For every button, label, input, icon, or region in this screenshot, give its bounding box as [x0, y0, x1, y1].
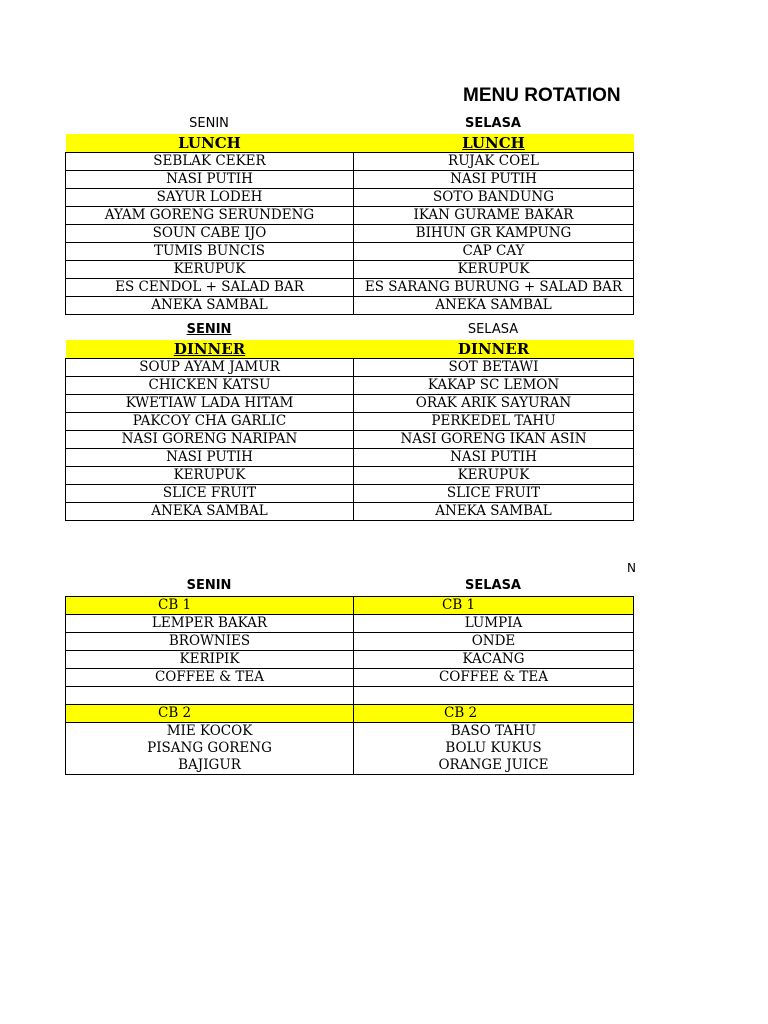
menu-item-right: ES SARANG BURUNG + SALAD BAR [354, 279, 634, 297]
menu-item-right: ORAK ARIK SAYURAN [354, 395, 634, 413]
lunch-row [66, 207, 634, 225]
lunch-row [66, 243, 634, 261]
dinner-day-left: SENIN [186, 322, 232, 337]
dinner-row [66, 359, 634, 377]
page-title: MENU ROTATION [463, 85, 621, 106]
cb1-header-row [66, 597, 634, 615]
menu-item-left: NASI PUTIH [66, 171, 354, 189]
menu-item-left: PAKCOY CHA GARLIC [66, 413, 354, 431]
menu-item-right: KAKAP SC LEMON [354, 377, 634, 395]
menu-item-right: PERKEDEL TAHU [354, 413, 634, 431]
cb-day-left: SENIN [186, 578, 232, 593]
menu-item-left: SEBLAK CEKER [66, 153, 354, 171]
cb2-row [66, 740, 634, 757]
menu-item-right: SOT BETAWI [354, 359, 634, 377]
cb2-row [66, 723, 634, 741]
lunch-table [65, 134, 634, 315]
coffee-break-table [65, 596, 634, 775]
dinner-header-left: DINNER [66, 340, 354, 359]
dinner-row [66, 395, 634, 413]
dinner-row [66, 449, 634, 467]
menu-item-left: AYAM GORENG SERUNDENG [66, 207, 354, 225]
menu-item-right: ORANGE JUICE [354, 757, 634, 775]
menu-item-left: ANEKA SAMBAL [66, 297, 354, 315]
lunch-header-right: LUNCH [354, 134, 634, 153]
cb2-header-row [66, 705, 634, 723]
menu-item-left: SAYUR LODEH [66, 189, 354, 207]
menu-item-right: KACANG [354, 651, 634, 669]
menu-item-left: SOUN CABE IJO [66, 225, 354, 243]
cb1-row [66, 615, 634, 633]
menu-item-right: NASI GORENG IKAN ASIN [354, 431, 634, 449]
menu-item-right: BOLU KUKUS [354, 740, 634, 757]
menu-item-left: CHICKEN KATSU [66, 377, 354, 395]
spacer-row [66, 687, 634, 705]
dinner-row [66, 485, 634, 503]
menu-item-right: ONDE [354, 633, 634, 651]
menu-item-left: KERIPIK [66, 651, 354, 669]
cb1-row [66, 669, 634, 687]
menu-item-left: SLICE FRUIT [66, 485, 354, 503]
menu-item-right: LUMPIA [354, 615, 634, 633]
menu-item-right: NASI PUTIH [354, 449, 634, 467]
menu-item-right: KERUPUK [354, 261, 634, 279]
menu-item-right: CAP CAY [354, 243, 634, 261]
cb1-header-left: CB 1 [66, 597, 354, 615]
menu-item-right: RUJAK COEL [354, 153, 634, 171]
lunch-row [66, 171, 634, 189]
cb1-row [66, 651, 634, 669]
menu-item-left: NASI PUTIH [66, 449, 354, 467]
clipped-char: N [627, 561, 636, 575]
menu-item-right: SLICE FRUIT [354, 485, 634, 503]
lunch-header-left: LUNCH [66, 134, 354, 153]
empty-cell [66, 687, 354, 705]
lunch-day-labels [65, 115, 633, 133]
cb1-header-right: CB 1 [354, 597, 634, 615]
lunch-header-row [66, 134, 634, 153]
dinner-row [66, 503, 634, 521]
lunch-row [66, 279, 634, 297]
dinner-day-labels [65, 321, 633, 339]
menu-item-left: ES CENDOL + SALAD BAR [66, 279, 354, 297]
menu-item-left: BROWNIES [66, 633, 354, 651]
menu-item-left: KERUPUK [66, 261, 354, 279]
menu-item-left: SOUP AYAM JAMUR [66, 359, 354, 377]
menu-item-left: MIE KOCOK [66, 723, 354, 741]
dinner-day-right: SELASA [467, 322, 519, 337]
menu-item-left: KERUPUK [66, 467, 354, 485]
dinner-row [66, 377, 634, 395]
menu-item-left: TUMIS BUNCIS [66, 243, 354, 261]
dinner-table [65, 340, 634, 521]
cb-day-right: SELASA [464, 578, 521, 593]
menu-item-right: BASO TAHU [354, 723, 634, 741]
menu-item-left: ANEKA SAMBAL [66, 503, 354, 521]
menu-item-left: COFFEE & TEA [66, 669, 354, 687]
empty-cell [354, 687, 634, 705]
menu-item-right: ANEKA SAMBAL [354, 297, 634, 315]
menu-item-right: KERUPUK [354, 467, 634, 485]
dinner-header-right: DINNER [354, 340, 634, 359]
menu-item-left: PISANG GORENG [66, 740, 354, 757]
menu-item-right: COFFEE & TEA [354, 669, 634, 687]
menu-item-right: BIHUN GR KAMPUNG [354, 225, 634, 243]
lunch-day-left: SENIN [189, 116, 229, 131]
lunch-row [66, 261, 634, 279]
lunch-row [66, 297, 634, 315]
dinner-row [66, 413, 634, 431]
dinner-row [66, 467, 634, 485]
lunch-row [66, 153, 634, 171]
cb2-header-left: CB 2 [66, 705, 354, 723]
lunch-row [66, 225, 634, 243]
cb1-row [66, 633, 634, 651]
lunch-row [66, 189, 634, 207]
menu-item-left: LEMPER BAKAR [66, 615, 354, 633]
dinner-row [66, 431, 634, 449]
cb2-header-right: CB 2 [354, 705, 634, 723]
menu-item-left: NASI GORENG NARIPAN [66, 431, 354, 449]
menu-item-right: NASI PUTIH [354, 171, 634, 189]
cb-day-labels [65, 577, 633, 595]
menu-item-right: IKAN GURAME BAKAR [354, 207, 634, 225]
menu-item-left: BAJIGUR [66, 757, 354, 775]
menu-item-left: KWETIAW LADA HITAM [66, 395, 354, 413]
menu-item-right: SOTO BANDUNG [354, 189, 634, 207]
cb2-row [66, 757, 634, 775]
menu-item-right: ANEKA SAMBAL [354, 503, 634, 521]
lunch-day-right: SELASA [464, 116, 521, 131]
dinner-header-row [66, 340, 634, 359]
